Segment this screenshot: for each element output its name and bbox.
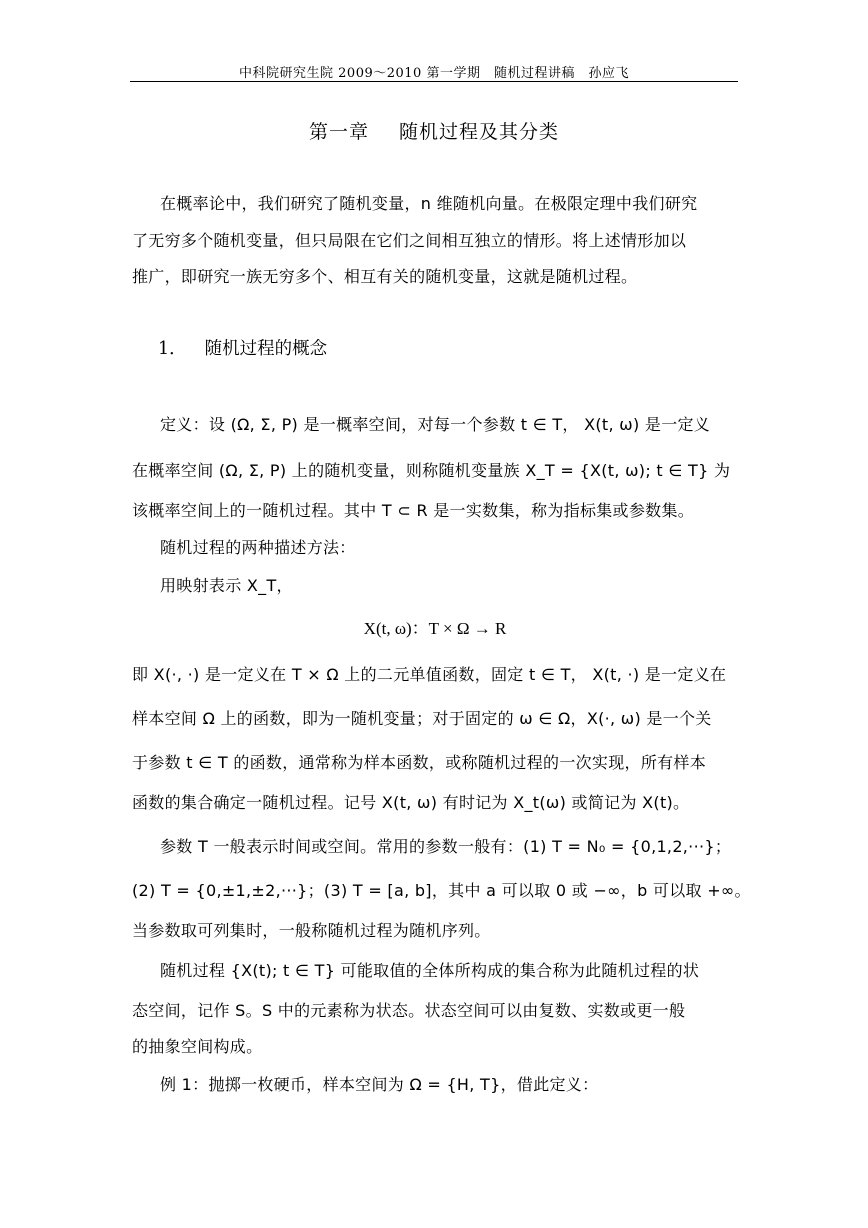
intro-line: 了无穷多个随机变量，但只局限在它们之间相互独立的情形。将上述情形加以	[132, 231, 687, 250]
mapping-line: 用映射表示 X_T，	[160, 576, 293, 595]
methods-line: 随机过程的两种描述方法：	[160, 538, 356, 557]
chapter-number: 第一章	[308, 121, 369, 143]
state-space-line: 随机过程 {X(t); t ∈ T} 可能取值的全体所构成的集合称为此随机过程的状	[160, 961, 700, 980]
intro-line: 在概率论中，我们研究了随机变量，n 维随机向量。在极限定理中我们研究	[160, 194, 698, 213]
paragraph-line: 于参数 t ∈ T 的函数，通常称为样本函数，或称随机过程的一次实现，所有样本	[132, 753, 707, 772]
parameter-line: 当参数取可列集时，一般称随机过程为随机序列。	[132, 921, 491, 940]
definition-line: 定义：设 (Ω, Σ, P) 是一概率空间，对每一个参数 t ∈ T， X(t, ω) 是一定义	[160, 415, 711, 434]
definition-line: 在概率空间 (Ω, Σ, P) 上的随机变量，则称随机变量族 X_T = {X(t, ω); t ∈ T} 为	[132, 461, 731, 480]
section-heading	[158, 335, 327, 360]
state-space-line: 的抽象空间构成。	[132, 1037, 263, 1056]
definition-line: 该概率空间上的一随机过程。其中 T ⊂ R 是一实数集，称为指标集或参数集。	[132, 501, 695, 520]
mapping-formula: X(t, ω)：T × Ω → R	[363, 619, 507, 638]
state-space-line: 态空间，记作 S。S 中的元素称为状态。状态空间可以由复数、实数或更一般	[132, 1001, 686, 1020]
parameter-line: (2) T = {0,±1,±2,···}；(3) T = [a, b]，其中 a 可以取 0 或 −∞，b 可以取 +∞。	[132, 881, 751, 900]
paragraph-line: 样本空间 Ω 上的函数，即为一随机变量；对于固定的 ω ∈ Ω，X(·, ω) 是一个关	[132, 709, 712, 728]
chapter-name: 随机过程及其分类	[399, 121, 560, 143]
chapter-title	[130, 117, 738, 144]
example-line: 例 1：抛掷一枚硬币，样本空间为 Ω = {H, T}，借此定义：	[160, 1075, 599, 1094]
section-title: 随机过程的概念	[204, 339, 328, 359]
section-number: 1．	[158, 339, 187, 359]
parameter-line: 参数 T 一般表示时间或空间。常用的参数一般有：(1) T = N₀ = {0,1,2,···}；	[160, 837, 732, 856]
running-header: 中科院研究生院 2009～2010 第一学期 随机过程讲稿 孙应飞	[239, 66, 629, 81]
paragraph-line: 即 X(·, ·) 是一定义在 T × Ω 上的二元单值函数，固定 t ∈ T， X(t, ·) 是一定义在	[132, 665, 727, 684]
paragraph-line: 函数的集合确定一随机过程。记号 X(t, ω) 有时记为 X_t(ω) 或简记为 X(t)。	[132, 793, 690, 812]
header-rule	[130, 81, 738, 82]
intro-line: 推广，即研究一族无穷多个、相互有关的随机变量，这就是随机过程。	[132, 267, 638, 286]
